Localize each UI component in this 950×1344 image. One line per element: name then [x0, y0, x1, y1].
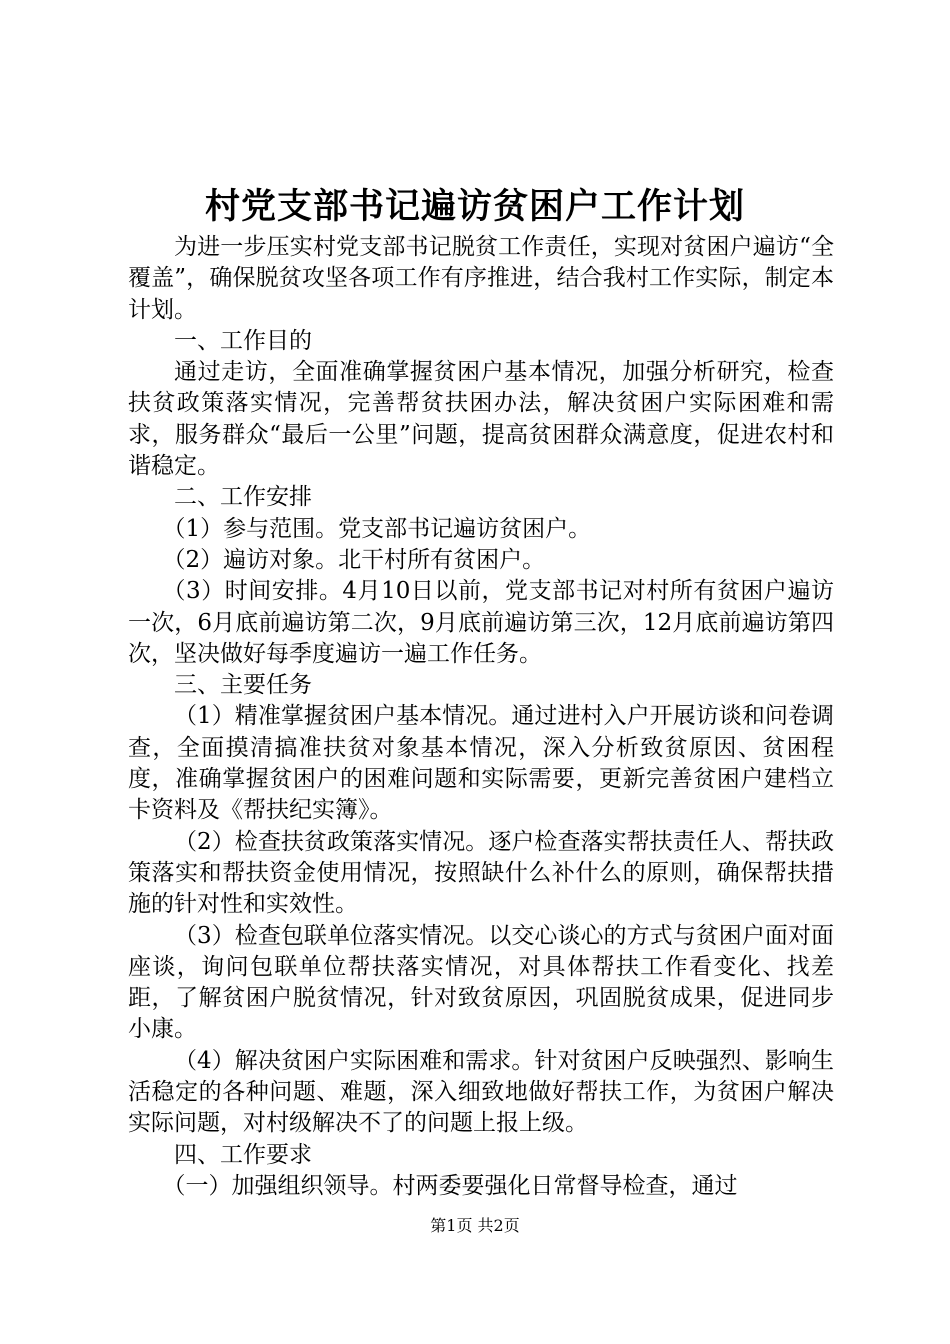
document-title: 村党支部书记遍访贫困户工作计划	[204, 186, 745, 227]
document-body	[128, 232, 834, 1202]
task-item-3: （3）检查包联单位落实情况。以交心谈心的方式与贫困户面对面座谈，询问包联单位帮扶落实情况，对具体帮扶工作看变化、找差距，了解贫困户脱贫情况，针对致贫原因，巩固脱贫成果，促进同步小康。	[128, 922, 834, 1043]
arrangement-item-target: （2）遍访对象。北干村所有贫困户。	[162, 546, 546, 573]
section-heading-requirements: 四、工作要求	[174, 1141, 312, 1168]
arrangement-item-scope: （1）参与范围。党支部书记遍访贫困户。	[162, 515, 592, 542]
task-item-2: （2）检查扶贫政策落实情况。逐户检查落实帮扶责任人、帮扶政策落实和帮扶资金使用情况，按照缺什么补什么的原则，确保帮扶措施的针对性和实效性。	[128, 828, 834, 918]
requirement-item-1: （一）加强组织领导。村两委要强化日常督导检查，通过	[162, 1172, 738, 1199]
section-heading-tasks: 三、主要任务	[174, 672, 312, 699]
page-footer: 第1页 共2页	[430, 1216, 520, 1235]
arrangement-item-schedule: （3）时间安排。4月10日以前，党支部书记对村所有贫困户遍访一次，6月底前遍访第二次，9月底前遍访第三次，12月底前遍访第四次，坚决做好每季度遍访一遍工作任务。	[128, 578, 834, 667]
task-item-4: （4）解决贫困户实际困难和需求。针对贫困户反映强烈、影响生活稳定的各种问题、难题，深入细致地做好帮扶工作，为贫困户解决实际问题，对村级解决不了的问题上报上级。	[128, 1047, 834, 1137]
intro-paragraph: 为进一步压实村党支部书记脱贫工作责任，实现对贫困户遍访“全覆盖”，确保脱贫攻坚各项工作有序推进，结合我村工作实际，制定本计划。	[128, 234, 834, 323]
section-heading-purpose: 一、工作目的	[174, 327, 312, 354]
task-item-1: （1）精准掌握贫困户基本情况。通过进村入户开展访谈和问卷调查，全面摸清搞准扶贫对象基本情况，深入分析致贫原因、贫困程度，准确掌握贫困户的困难问题和实际需要，更新完善贫困户建档立卡资料及《帮扶纪实簿》。	[128, 703, 834, 824]
purpose-paragraph: 通过走访，全面准确掌握贫困户基本情况，加强分析研究，检查扶贫政策落实情况，完善帮贫扶困办法，解决贫困户实际困难和需求，服务群众“最后一公里”问题，提高贫困群众满意度，促进农村和谐稳定。	[128, 359, 834, 480]
section-heading-arrangement: 二、工作安排	[174, 484, 312, 511]
